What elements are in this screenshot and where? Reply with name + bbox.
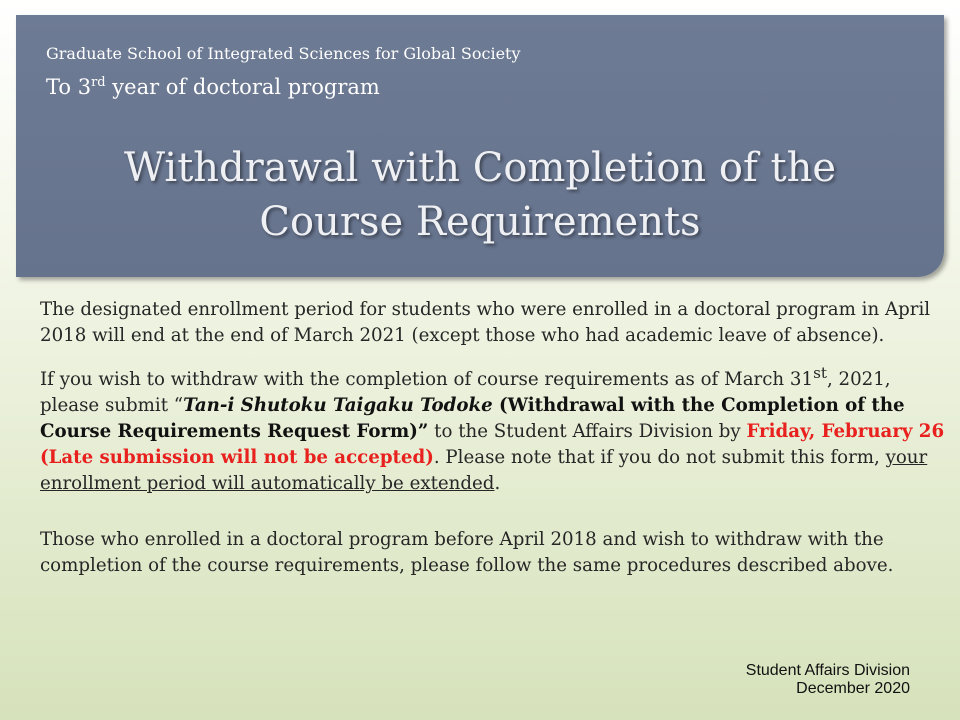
header-banner — [16, 15, 944, 277]
page-title — [16, 141, 944, 249]
p2-text-a: If you wish to withdraw with the completion of course requirements as of March 31 — [40, 369, 814, 391]
p2-text-c: to the Student Affairs Division by — [428, 421, 747, 443]
signature — [746, 662, 910, 698]
school-name: Graduate School of Integrated Sciences for Global Society — [46, 44, 521, 63]
p2-text-e: . — [494, 473, 501, 495]
title-line-2: Course Requirements — [259, 199, 701, 245]
program-year — [46, 75, 380, 99]
form-name-english: (Withdrawal with the Completion of the Course Requirements Request Form)” — [40, 395, 905, 443]
p2-sup: st — [813, 364, 827, 382]
paragraph-1: The designated enrollment period for students who were enrolled in a doctoral program in April 2018 will end at the end of March 2021 (except those who had academic leave of absence). — [40, 299, 931, 346]
body-text — [40, 297, 950, 579]
signature-division: Student Affairs Division — [745, 662, 910, 679]
year-prefix: To 3 — [46, 75, 92, 99]
p2-text-d: . Please note that if you do not submit this form, — [433, 447, 886, 469]
form-name-italic: Tan-i Shutoku Taigaku Todoke — [183, 395, 493, 417]
title-line-1: Withdrawal with Completion of the — [123, 145, 836, 191]
extension-note: your enrollment period will automatically be extended — [40, 447, 928, 495]
deadline: Friday, February 26 (Late submission will not be accepted) — [40, 421, 945, 469]
signature-date: December 2020 — [796, 680, 910, 697]
p2-text-b: , 2021, please submit “ — [40, 369, 891, 417]
paragraph-3: Those who enrolled in a doctoral program before April 2018 and wish to withdraw with the completion of the course requirements, please follow the same procedures described above. — [40, 529, 894, 577]
paragraph-2 — [40, 360, 950, 497]
year-sup: rd — [91, 75, 106, 90]
year-suffix: year of doctoral program — [105, 75, 380, 99]
